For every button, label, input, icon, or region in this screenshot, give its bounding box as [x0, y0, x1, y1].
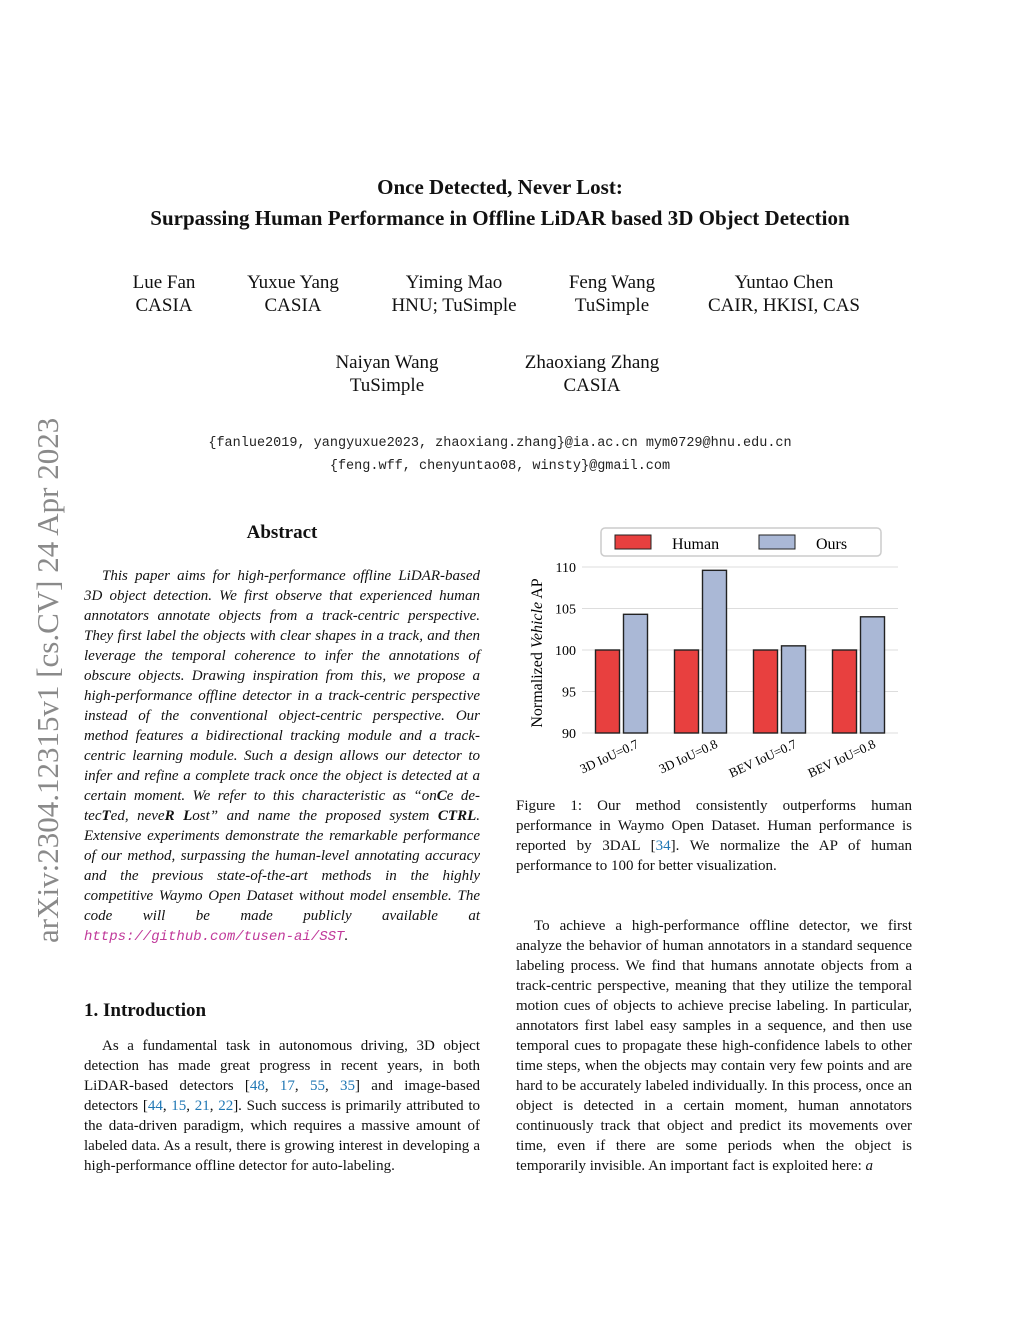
abstract-text: This paper aims for high-performance offline LiDAR-based 3D object detection. We first observe that experienced human annotators annotate objects from a track-centric perspective. They first label the objects with clear shapes in a track, and then leverage the temporal coherence to infer the annotations of obscure objects. Drawing inspiration from this, we propose a high-performance offline detector in a track-centric perspective instead of the conventional object-centric perspective. Our method features a bidirectional tracking module and a track-centric learning module. Such a design allows our detector to infer and refine a complete track once the object is detected at a certain moment. We refer to this characteristic as “onCe de-tecTed, neveR Lost” and name the proposed system CTRL. Extensive experiments demonstrate the remarkable performance of our method, surpassing the human-level annotating accuracy and the previous state-of-the-art methods in the highly competitive Waymo Open Dataset without model ensemble. The code will be made publicly available at https://github.com/tusen-ai/SST.: [84, 568, 481, 945]
citation-link[interactable]: 55: [309, 1078, 325, 1094]
y-axis-label: Normalized Vehicle AP: [529, 578, 546, 728]
x-tick-label: 3D IoU=0.8: [656, 736, 720, 777]
paper-title-line1: Once Detected, Never Lost:: [377, 175, 623, 199]
paper-title-line2: Surpassing Human Performance in Offline LiDAR based 3D Object Detection: [150, 206, 850, 230]
bar-ours-2: [782, 646, 806, 733]
author-emails-line2: {feng.wff, chenyuntao08, winsty}@gmail.com: [329, 459, 671, 474]
author: Feng Wang TuSimple: [568, 272, 656, 316]
y-tick-label: 95: [562, 685, 576, 701]
citation-link[interactable]: 22: [218, 1098, 234, 1114]
author: Zhaoxiang Zhang CASIA: [524, 352, 660, 396]
figure-1-caption: Figure 1: Our method consistently outperforms human performance in Waymo Open Dataset. Human performance is reported by 3DAL [34]. We normalize the AP of human performance to 100 for better visualization.: [516, 798, 912, 874]
bar-human-1: [675, 650, 699, 733]
citation-link[interactable]: 21: [194, 1098, 210, 1114]
bar-human-2: [754, 650, 778, 733]
bar-ours-0: [624, 614, 648, 733]
citation-link[interactable]: 35: [340, 1078, 355, 1094]
y-tick-label: 105: [555, 602, 576, 618]
y-tick-label: 100: [555, 644, 576, 659]
x-tick-label: BEV IoU=0.8: [805, 736, 878, 781]
code-url-link[interactable]: https://github.com/tusen-ai/SST: [84, 929, 345, 945]
figure-1-chart: [516, 522, 916, 790]
citation-link[interactable]: 15: [171, 1098, 187, 1114]
bar-ours-1: [703, 570, 727, 733]
author: Naiyan Wang TuSimple: [335, 352, 439, 396]
intro-paragraph-right: To achieve a high-performance offline detector, we first analyze the behavior of human annotators in a standard sequence labeling process. We find that humans annotate objects from a track-centric perspective, meaning that they utilize the temporal motion cues of objects to achieve precise labeling. In particular, annotators first label easy samples in a sequence, and then use temporal cues to propagate these high-confidence labels to other time steps, when the objects may contain very few points and are hard to be accurately labeled individually. In this process, once an object is detected in a certain moment, human annotators continuously track that object and predict its movements over time, even if there are some periods when the object is temporarily invisible. An important fact is exploited here: a: [516, 918, 912, 1174]
author: Yuxue Yang CASIA: [247, 272, 339, 316]
bar-ours-3: [861, 617, 885, 733]
x-tick-label: 3D IoU=0.7: [577, 736, 641, 777]
y-tick-label: 110: [555, 561, 576, 576]
author: Lue Fan CASIA: [132, 272, 196, 316]
author-emails-line1: {fanlue2019, yangyuxue2023, zhaoxiang.zhang}@ia.ac.cn mym0729@hnu.edu.cn: [208, 436, 792, 451]
x-tick-label: BEV IoU=0.7: [726, 736, 799, 781]
bar-human-0: [596, 650, 620, 733]
legend-swatch-ours: [759, 535, 795, 549]
citation-link[interactable]: 48: [249, 1078, 265, 1094]
bar-human-3: [833, 650, 857, 733]
abstract-heading: Abstract: [246, 522, 318, 543]
citation-link[interactable]: 34: [655, 838, 671, 854]
legend-label-human: Human: [672, 536, 720, 553]
citation-link[interactable]: 44: [147, 1098, 163, 1114]
author: Yuntao Chen CAIR, HKISI, CAS: [707, 272, 861, 316]
y-tick-label: 90: [562, 727, 576, 742]
legend-label-ours: Ours: [816, 536, 848, 553]
citation-link[interactable]: 17: [279, 1078, 295, 1094]
author: Yiming Mao HNU; TuSimple: [391, 272, 517, 316]
arxiv-id: arXiv:2304.12315v1 [cs.CV] 24 Apr 2023: [30, 417, 65, 943]
section-heading-introduction: 1. Introduction: [84, 1000, 207, 1021]
intro-paragraph-left: As a fundamental task in autonomous driving, 3D object detection has made great progress in recent years, in both LiDAR-based detectors [48, 17, 55, 35] and image-based detectors [44, 15, 21, 22]. Such success is primarily attributed to the data-driven paradigm, which requires a massive amount of labeled data. As a result, there is growing interest in developing a high-performance offline detector for auto-labeling.: [84, 1038, 481, 1174]
legend-swatch-human: [615, 535, 651, 549]
